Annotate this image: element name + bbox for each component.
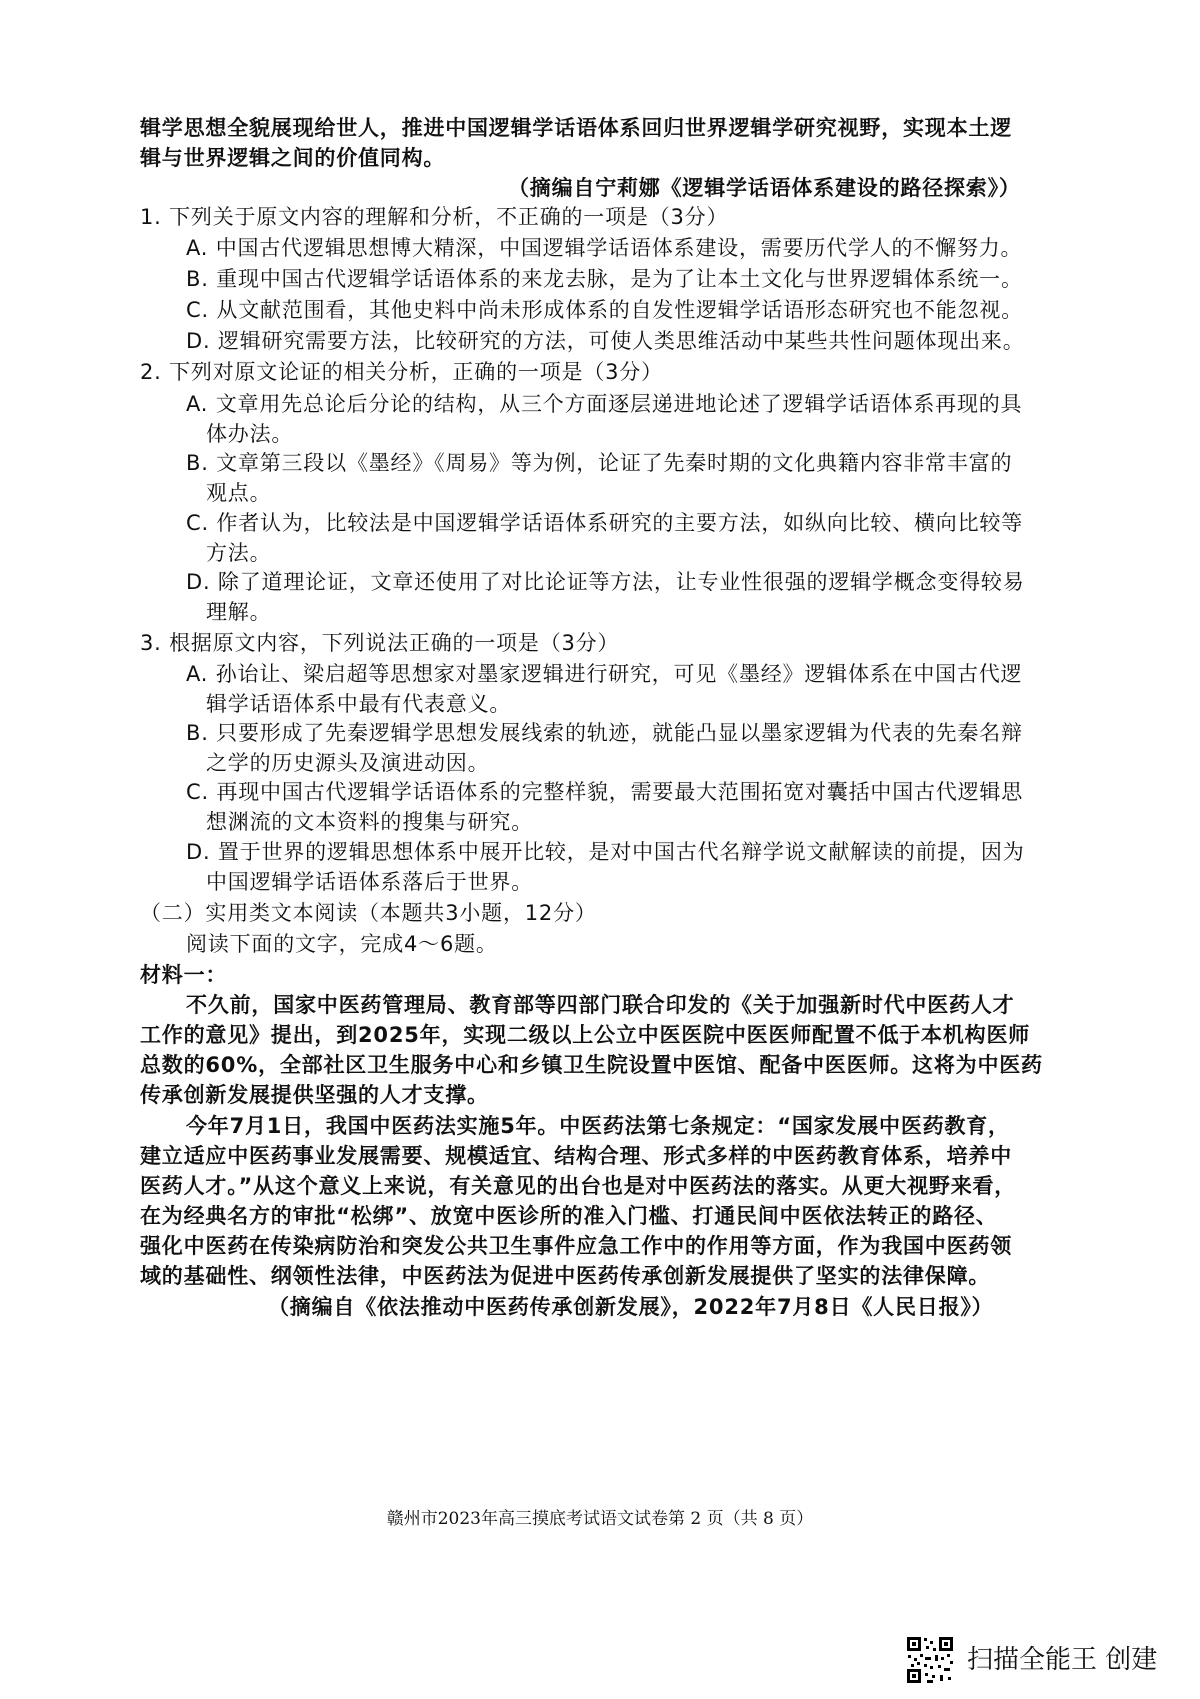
material-paragraph-line: 工作的意见》提出，到2025年，实现二级以上公立中医医院中医医师配置不低于本机构医师: [140, 1023, 1031, 1047]
question-3-option-a: A. 孙诒让、梁启超等思想家对墨家逻辑进行研究，可见《墨经》逻辑体系在中国古代逻: [186, 662, 1023, 686]
question-3-option-c: C. 再现中国古代逻辑学话语体系的完整样貌，需要最大范围拓宽对囊括中国古代逻辑思: [186, 780, 1024, 804]
material-paragraph-line: 不久前，国家中医药管理局、教育部等四部门联合印发的《关于加强新时代中医药人才: [186, 993, 1015, 1017]
question-2-stem: 2. 下列对原文论证的相关分析，正确的一项是（3分）: [140, 360, 663, 384]
passage-end-line: 辑学思想全貌展现给世人，推进中国逻辑学话语体系回归世界逻辑学研究视野，实现本土逻: [140, 116, 1012, 140]
question-3-option-c-cont: 想渊流的文本资料的搜集与研究。: [206, 810, 533, 834]
question-2-option-c: C. 作者认为，比较法是中国逻辑学话语体系研究的主要方法，如纵向比较、横向比较等: [186, 511, 1024, 535]
passage-source: （摘编自宁莉娜《逻辑学话语体系建设的路径探索》）: [508, 176, 1021, 200]
question-3-option-d: D. 置于世界的逻辑思想体系中展开比较，是对中国古代名辩学说文献解读的前提，因为: [186, 840, 1025, 864]
section-instruction: 阅读下面的文字，完成4～6题。: [186, 932, 498, 956]
scanner-watermark: [905, 1635, 1175, 1685]
material-paragraph-line: 今年7月1日，我国中医药法实施5年。中医药法第七条规定：“国家发展中医药教育，: [186, 1114, 1010, 1138]
question-2-option-a: A. 文章用先总论后分论的结构，从三个方面逐层递进地论述了逻辑学话语体系再现的具: [186, 392, 1023, 416]
section-heading: （二）实用类文本阅读（本题共3小题，12分）: [140, 901, 597, 925]
question-2-option-c-cont: 方法。: [206, 541, 272, 565]
passage-end-line: 辑与世界逻辑之间的价值同构。: [140, 146, 446, 170]
question-3-option-d-cont: 中国逻辑学话语体系落后于世界。: [206, 870, 533, 894]
question-1-option-a: A. 中国古代逻辑思想博大精深，中国逻辑学话语体系建设，需要历代学人的不懈努力。: [186, 236, 1023, 260]
question-3-option-a-cont: 辑学话语体系中最有代表意义。: [206, 692, 512, 716]
material-paragraph-line: 在为经典名方的审批“松绑”、放宽中医诊所的准入门槛、打通民间中医依法转正的路径、: [140, 1204, 998, 1228]
material-paragraph-line: 医药人才。”从这个意义上来说，有关意见的出台也是对中医药法的落实。从更大视野来看，: [140, 1174, 1017, 1198]
material-label: 材料一：: [140, 963, 228, 987]
question-3-option-b-cont: 之学的历史源头及演进动因。: [206, 751, 490, 775]
scanner-watermark-text: 扫描全能王 创建: [967, 1645, 1158, 1675]
material-paragraph-line: 建立适应中医药事业发展需要、规模适宜、结构合理、形式多样的中医药教育体系，培养中: [140, 1144, 1012, 1168]
qr-code-icon: [905, 1635, 955, 1685]
material-paragraph-line: 域的基础性、纲领性法律，中医药法为促进中医药传承创新发展提供了坚实的法律保障。: [140, 1264, 991, 1288]
page-footer: 赣州市2023年高三摸底考试语文试卷第 2 页（共 8 页）: [386, 1509, 814, 1529]
question-3-option-b: B. 只要形成了先秦逻辑学思想发展线索的轨迹，就能凸显以墨家逻辑为代表的先秦名辩: [186, 721, 1023, 745]
question-1-option-d: D. 逻辑研究需要方法，比较研究的方法，可使人类思维活动中某些共性问题体现出来。: [186, 329, 1025, 353]
question-1-option-b: B. 重现中国古代逻辑学话语体系的来龙去脉，是为了让本土文化与世界逻辑体系统一。: [186, 267, 1023, 291]
question-3-stem: 3. 根据原文内容，下列说法正确的一项是（3分）: [140, 631, 620, 655]
question-2-option-a-cont: 体办法。: [206, 422, 294, 446]
material-paragraph-line: 强化中医药在传染病防治和突发公共卫生事件应急工作中的作用等方面，作为我国中医药领: [140, 1234, 1012, 1258]
question-2-option-d: D. 除了道理论证，文章还使用了对比论证等方法，让专业性很强的逻辑学概念变得较易: [186, 570, 1025, 594]
question-2-option-b: B. 文章第三段以《墨经》《周易》等为例，论证了先秦时期的文化典籍内容非常丰富的: [186, 451, 1013, 475]
material-paragraph-line: 传承创新发展提供坚强的人才支撑。: [140, 1083, 489, 1107]
question-2-option-d-cont: 理解。: [206, 600, 272, 624]
question-1-option-c: C. 从文献范围看，其他史料中尚未形成体系的自发性逻辑学话语形态研究也不能忽视。: [186, 298, 1024, 322]
material-source: （摘编自《依法推动中医药传承创新发展》，2022年7月8日《人民日报》）: [268, 1295, 994, 1319]
material-paragraph-line: 总数的60%，全部社区卫生服务中心和乡镇卫生院设置中医馆、配备中医医师。这将为中医药: [140, 1053, 1043, 1077]
question-1-stem: 1. 下列关于原文内容的理解和分析，不正确的一项是（3分）: [140, 205, 729, 229]
question-2-option-b-cont: 观点。: [206, 481, 272, 505]
